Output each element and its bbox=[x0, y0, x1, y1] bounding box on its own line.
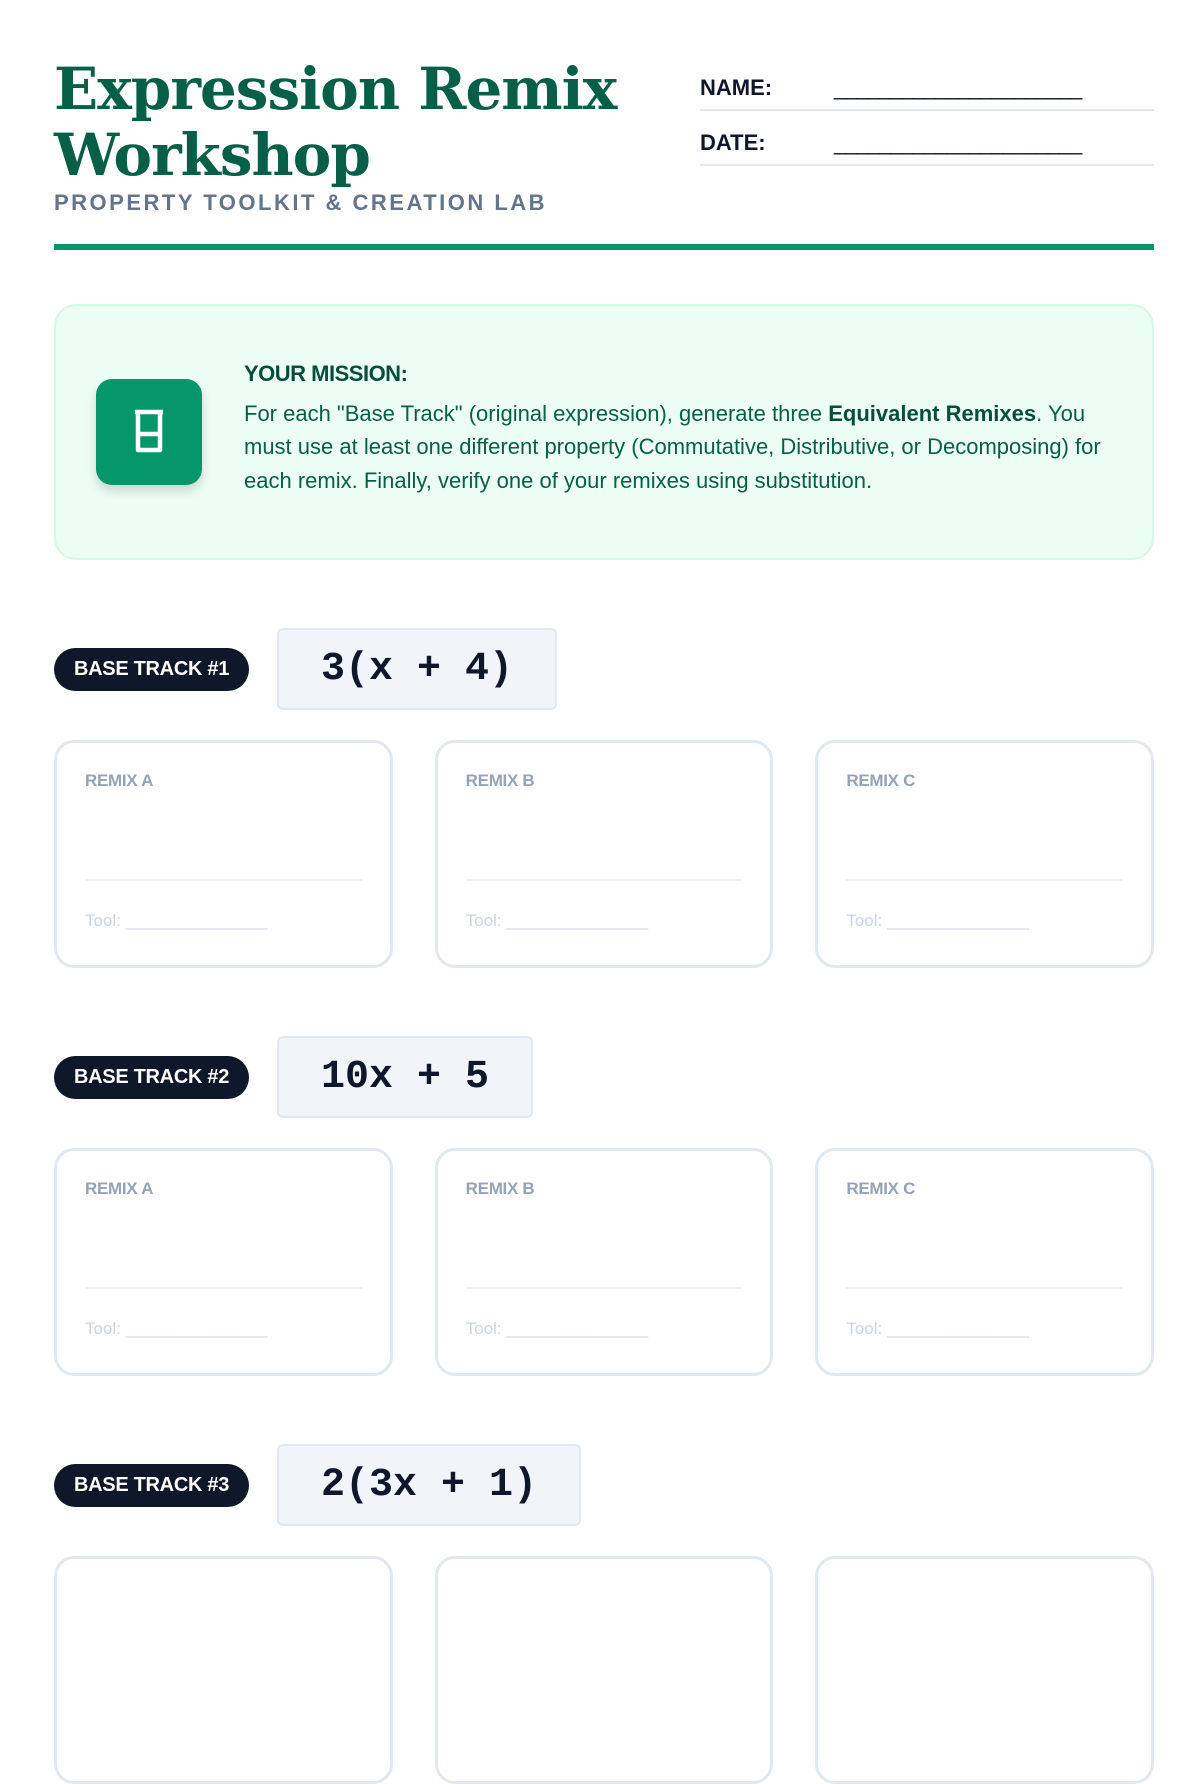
mission-body: For each "Base Track" (original expression), generate three bbox=[244, 400, 829, 426]
name-field[interactable] bbox=[700, 56, 1154, 111]
base-expression: 10x + 5 bbox=[277, 1036, 533, 1118]
remix-card[interactable] bbox=[435, 1148, 774, 1376]
answer-line[interactable] bbox=[466, 879, 743, 881]
tool-blank[interactable]: Tool: _______________ bbox=[846, 1319, 1029, 1338]
answer-line[interactable] bbox=[846, 1287, 1123, 1289]
mission-heading: YOUR MISSION: bbox=[244, 361, 408, 386]
tool-blank[interactable]: Tool: _______________ bbox=[465, 1319, 649, 1338]
title-line: Workshop bbox=[54, 121, 370, 189]
remix-label: REMIX C bbox=[846, 1179, 916, 1198]
tool-blank[interactable]: Tool: _______________ bbox=[85, 911, 268, 930]
page-title bbox=[54, 56, 616, 188]
base-expression: 3(x + 4) bbox=[277, 628, 557, 710]
tool-blank[interactable]: Tool: _______________ bbox=[465, 911, 649, 930]
mission-emphasis: Equivalent Remixes bbox=[828, 400, 1037, 426]
remix-label: REMIX B bbox=[465, 771, 535, 790]
answer-line[interactable] bbox=[85, 1287, 362, 1289]
remix-card[interactable] bbox=[815, 1148, 1154, 1376]
remix-card[interactable] bbox=[815, 740, 1154, 968]
page-subtitle: PROPERTY TOOLKIT & CREATION LAB bbox=[54, 190, 548, 215]
student-fields bbox=[700, 56, 1154, 166]
base-track-badge: BASE TRACK #2 bbox=[54, 1056, 249, 1099]
beaker-icon bbox=[96, 379, 202, 485]
base-expression: 2(3x + 1) bbox=[277, 1444, 581, 1526]
remix-label: REMIX A bbox=[85, 1179, 154, 1198]
date-blank[interactable]: ______________________ bbox=[834, 130, 1082, 155]
date-field[interactable] bbox=[700, 111, 1154, 166]
answer-line[interactable] bbox=[846, 879, 1123, 881]
base-track bbox=[54, 628, 1154, 968]
mission-body: . You must use at least one different property (Commutative, Distributive, or Decomposing) for each remix. Finally, verify one of your remixes using substitution. bbox=[244, 400, 1101, 493]
remix-label: REMIX B bbox=[465, 1179, 535, 1198]
base-track-badge: BASE TRACK #3 bbox=[54, 1464, 249, 1507]
remix-label: REMIX A bbox=[85, 771, 154, 790]
tool-blank[interactable]: Tool: _______________ bbox=[85, 1319, 268, 1338]
worksheet-header bbox=[54, 56, 1154, 250]
base-track bbox=[54, 1444, 1154, 1784]
remix-card[interactable] bbox=[54, 1148, 393, 1376]
answer-line[interactable] bbox=[85, 879, 362, 881]
remix-card[interactable] bbox=[435, 1556, 774, 1784]
remix-card[interactable] bbox=[54, 1556, 393, 1784]
name-label: NAME: bbox=[700, 75, 773, 100]
mission-box bbox=[54, 304, 1154, 560]
tool-blank[interactable]: Tool: _______________ bbox=[846, 911, 1029, 930]
remix-card[interactable] bbox=[815, 1556, 1154, 1784]
base-track bbox=[54, 1036, 1154, 1376]
base-track-badge: BASE TRACK #1 bbox=[54, 648, 249, 691]
name-blank[interactable]: ______________________ bbox=[834, 75, 1082, 100]
date-label: DATE: bbox=[700, 130, 766, 155]
remix-card[interactable] bbox=[435, 740, 774, 968]
remix-label: REMIX C bbox=[846, 771, 916, 790]
remix-card[interactable] bbox=[54, 740, 393, 968]
mission-text bbox=[244, 357, 1112, 497]
answer-line[interactable] bbox=[466, 1287, 743, 1289]
title-line: Expression Remix bbox=[54, 55, 617, 123]
